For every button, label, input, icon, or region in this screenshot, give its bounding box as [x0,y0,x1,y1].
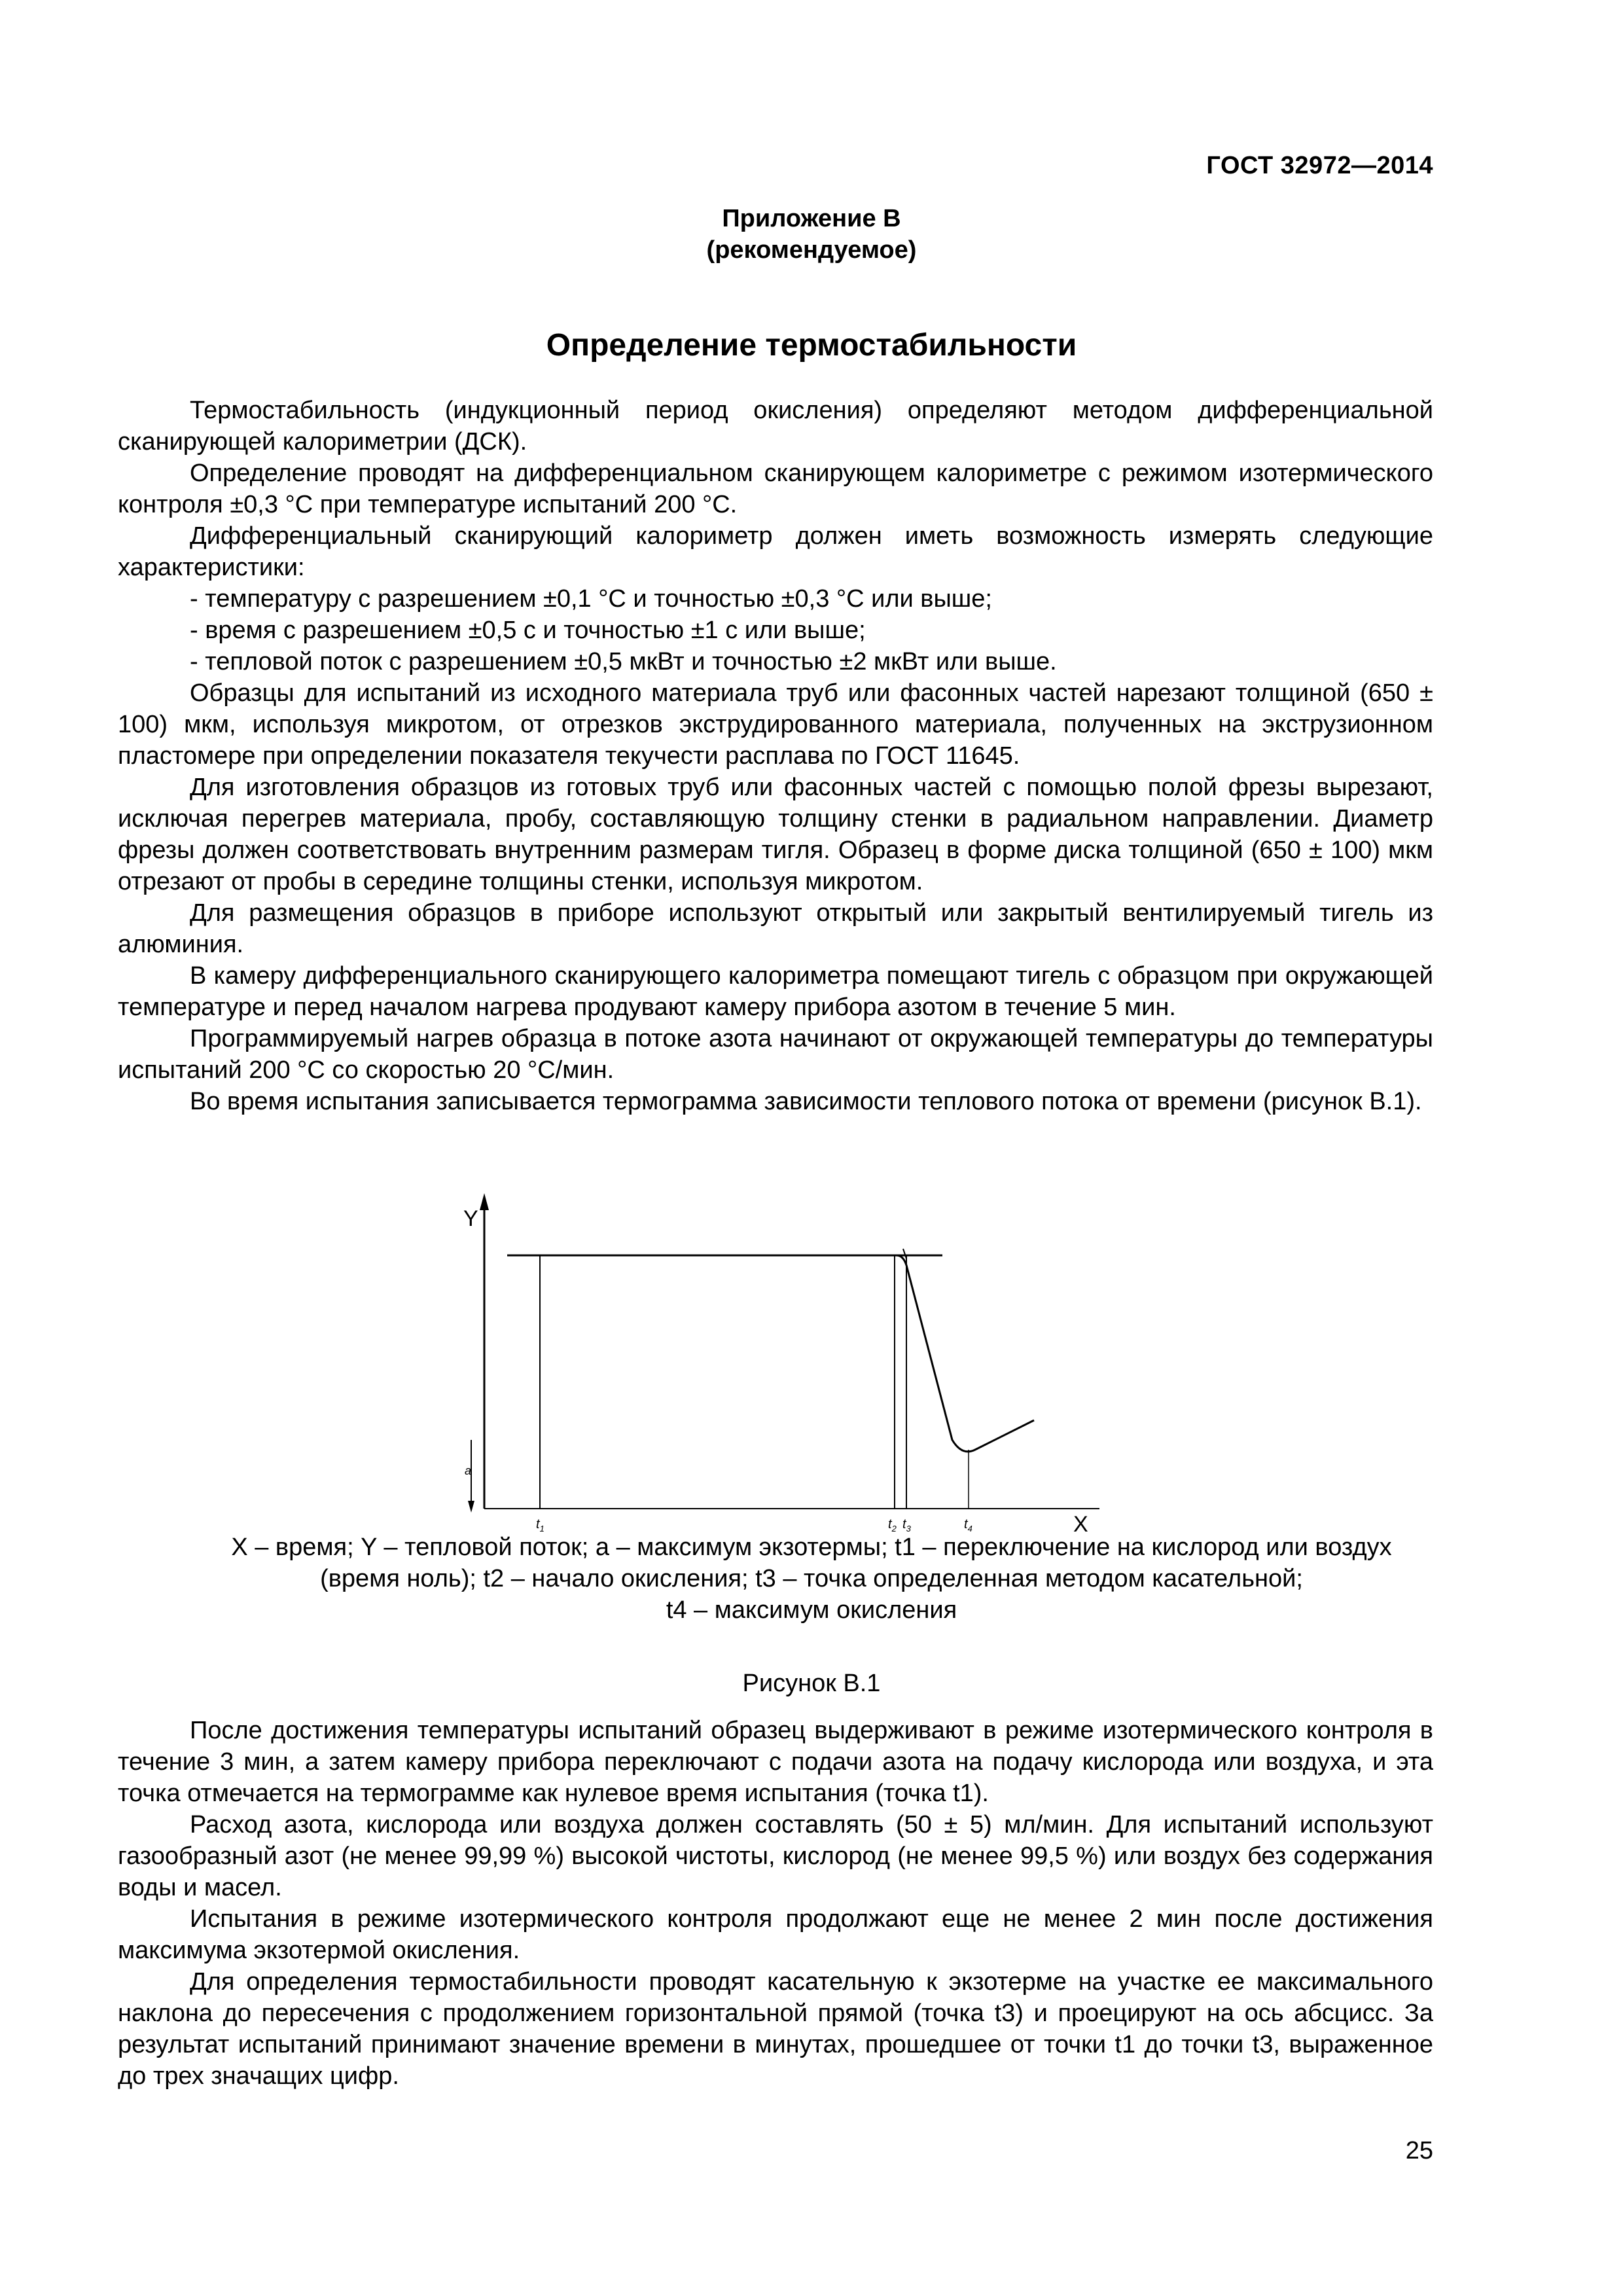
paragraph: Определение проводят на дифференциальном сканирующем калориметре с режимом изотермического контроля ±0,3 °С при температуре испытаний 200 °С. [118,459,1433,518]
list-item: - тепловой поток с разрешением ±0,5 мкВт и точностью ±2 мкВт или выше. [190,648,1057,675]
appendix-status: (рекомендуемое) [706,236,917,264]
a-dimension-arrow [468,1501,474,1513]
paragraph: Термостабильность (индукционный период окисления) определяют методом дифференциальной сканирующей калориметрии (ДСК). [118,397,1433,456]
caption-line-3: t4 – максимум окисления [666,1596,957,1624]
caption-line-1: X – время; Y – тепловой поток; a – максимум экзотермы; t1 – переключение на кислород или воздух [231,1534,1392,1561]
body-text-before-figure [118,395,1433,1117]
t1-label: $t_1$ [536,1517,544,1534]
paragraph: Испытания в режиме изотермического контроля продолжают еще не менее 2 мин после достижения максимума экзотермой окисления. [118,1905,1433,1964]
thermogram-figure [445,1188,1126,1554]
paragraph: Дифференциальный сканирующий калориметр должен иметь возможность измерять следующие характеристики: [118,522,1433,581]
paragraph: Для размещения образцов в приборе используют открытый или закрытый вентилируемый тигель из алюминия. [118,899,1433,958]
appendix-title: Приложение В [722,205,901,232]
thermogram-curve [507,1255,1034,1452]
document-id: ГОСТ 32972—2014 [1206,152,1433,179]
a-label: a [465,1464,472,1477]
section-title: Определение термостабильности [546,328,1077,363]
y-axis-label: Y [463,1206,478,1231]
paragraph: Программируемый нагрев образца в потоке азота начинают от окружающей температуры до температуры испытаний 200 °С со скоростью 20 °С/мин. [118,1025,1433,1084]
list-item: - температуру с разрешением ±0,1 °С и точностью ±0,3 °С или выше; [190,585,992,613]
paragraph: После достижения температуры испытаний образец выдерживают в режиме изотермического контроля в течение 3 мин, а затем камеру прибора переключают с подачи азота на подачу кислорода или воздуха, и эта точка отмечается на термограмме как нулевое время испытания (точка t1). [118,1717,1433,1807]
x-axis-label: X [1073,1512,1088,1537]
paragraph: Расход азота, кислорода или воздуха должен составлять (50 ± 5) мл/мин. Для испытаний используют газообразный азот (не менее 99,99 %) высокой чистоты, кислород (не менее 99,5 %) или воздух без содержания воды и масел. [118,1811,1433,1901]
caption-line-2: (время ноль); t2 – начало окисления; t3 – точка определенная методом касательной; [320,1565,1303,1592]
paragraph: Для изготовления образцов из готовых труб или фасонных частей с помощью полой фрезы вырезают, исключая перегрев материала, пробу, составляющую толщину стенки в радиальном направлении. Диаметр фрезы должен соответствовать внутренним размерам тигля. Образец в форме диска толщиной (650 ± 100) мкм отрезают от пробы в середине толщины стенки, используя микротом. [118,774,1433,895]
y-axis-arrow [480,1193,489,1210]
list-item: - время с разрешением ±0,5 с и точностью ±1 с или выше; [190,617,866,644]
paragraph: Образцы для испытаний из исходного материала труб или фасонных частей нарезают толщиной (650 ± 100) мкм, используя микротом, от отрезков экструдированного материала, полученных на экструзионном пластомере при определении показателя текучести расплава по ГОСТ 11645. [118,679,1433,770]
figure-title: Рисунок В.1 [742,1670,881,1697]
t3-label: $t_3$ [902,1517,911,1534]
t4-label: $t_4$ [964,1517,972,1534]
body-text-after-figure [118,1715,1433,2092]
appendix-heading [0,203,1623,266]
paragraph: Во время испытания записывается термограмма зависимости теплового потока от времени (рисунок В.1). [190,1088,1422,1115]
paragraph: В камеру дифференциального сканирующего калориметра помещают тигель с образцом при окружающей температуре и перед началом нагрева продувают камеру прибора азотом в течение 5 мин. [118,962,1433,1021]
page-number: 25 [1405,2137,1433,2164]
paragraph: Для определения термостабильности проводят касательную к экзотерме на участке ее максимального наклона до пересечения с продолжением горизонтальной прямой (точка t3) и проецируют на ось абсцисс. За результат испытаний принимают значение времени в минутах, прошедшее от точки t1 до точки t3, выраженное до трех значащих цифр. [118,1968,1433,2090]
figure-caption [0,1532,1623,1626]
t2-label: $t_2$ [888,1517,897,1534]
